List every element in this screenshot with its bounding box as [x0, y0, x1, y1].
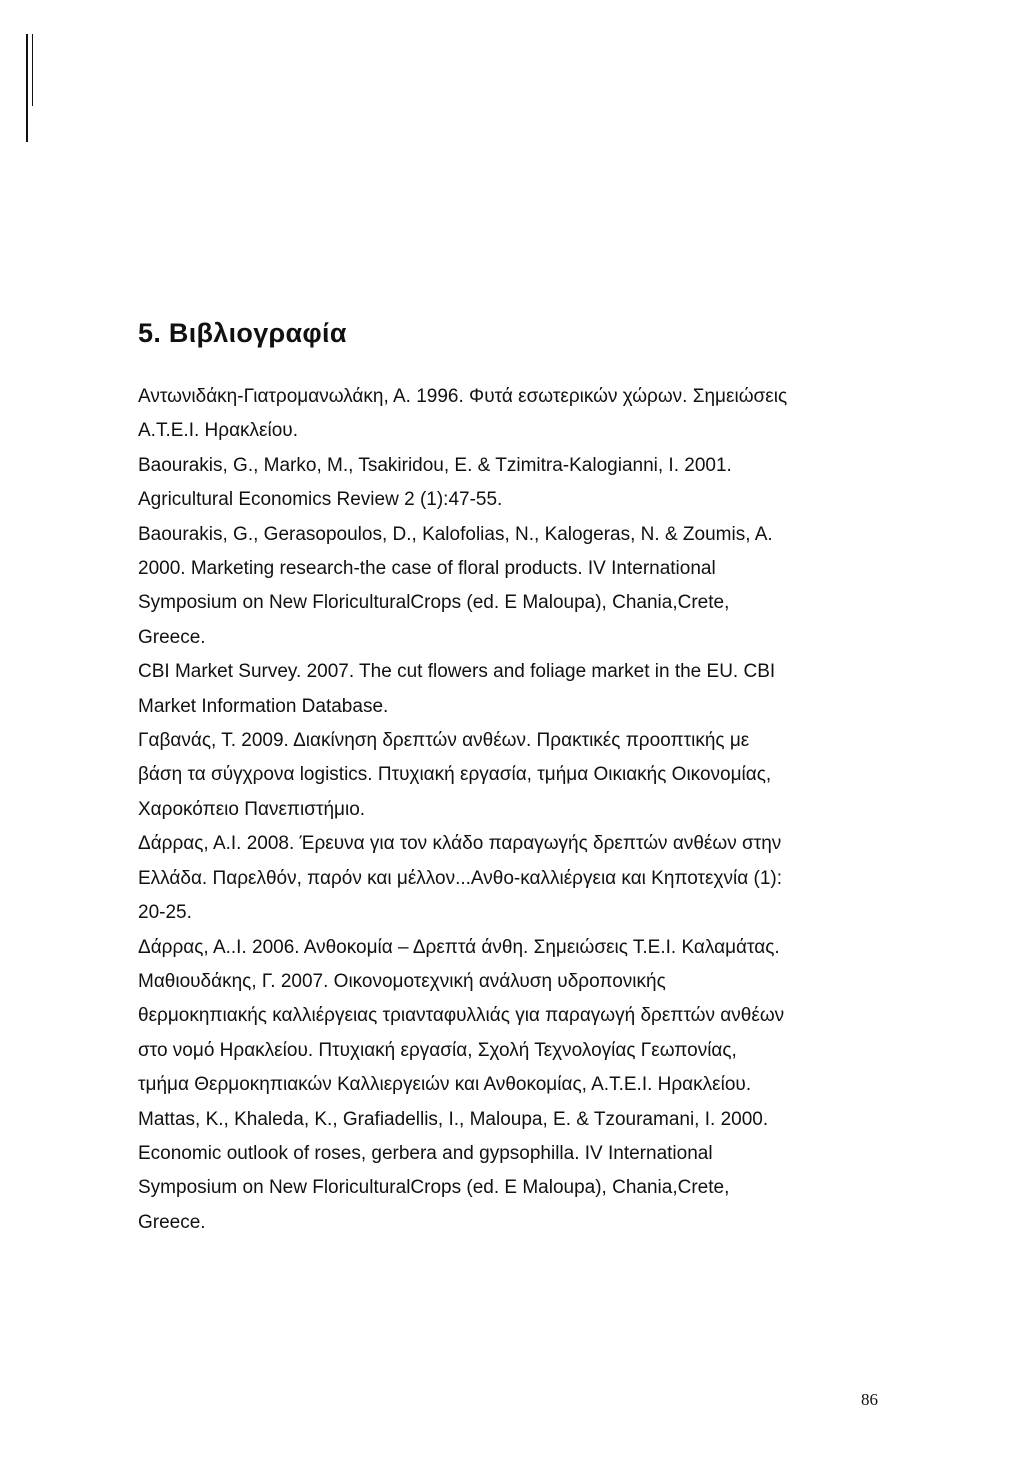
- section-heading: 5. Βιβλιογραφία: [138, 318, 347, 348]
- reference-line: Agricultural Economics Review 2 (1):47-55.: [138, 489, 503, 511]
- reference-line: Symposium on New FloriculturalCrops (ed. E Maloupa), Chania,Crete,: [138, 1177, 730, 1199]
- reference-line: Γαβανάς, Τ. 2009. Διακίνηση δρεπτών ανθέων. Πρακτικές προοπτικής με: [138, 730, 750, 752]
- reference-line: Baourakis, G., Marko, M., Tsakiridou, E. & Tzimitra-Kalogianni, I. 2001.: [138, 454, 732, 476]
- reference-line: Symposium on New FloriculturalCrops (ed. E Maloupa), Chania,Crete,: [138, 592, 730, 614]
- reference-line: Χαροκόπειο Πανεπιστήμιο.: [138, 798, 366, 820]
- reference-entry: [138, 655, 883, 724]
- page-number: 86: [861, 1390, 878, 1409]
- reference-line: στο νομό Ηρακλείου. Πτυχιακή εργασία, Σχολή Τεχνολογίας Γεωπονίας,: [138, 1039, 737, 1061]
- reference-line: Μαθιουδάκης, Γ. 2007. Οικονομοτεχνική ανάλυση υδροπονικής: [138, 970, 666, 992]
- scan-edge-mark: [32, 34, 33, 106]
- reference-line: Mattas, K., Khaleda, K., Grafiadellis, I., Maloupa, E. & Tzouramani, I. 2000.: [138, 1108, 769, 1130]
- reference-entry: [138, 724, 883, 827]
- reference-line: Αντωνιδάκη-Γιατρομανωλάκη, Α. 1996. Φυτά εσωτερικών χώρων. Σημειώσεις: [138, 386, 788, 407]
- reference-entry: [138, 449, 883, 518]
- reference-list: [138, 380, 883, 1240]
- scan-edge-mark: [26, 34, 28, 142]
- reference-line: Α.Τ.Ε.Ι. Ηρακλείου.: [138, 420, 298, 442]
- reference-line: CBI Market Survey. 2007. The cut flowers and foliage market in the EU. CBI: [138, 661, 776, 683]
- reference-entry: [138, 518, 883, 656]
- reference-line: 2000. Marketing research-the case of floral products. IV International: [138, 558, 716, 580]
- reference-entry: [138, 1103, 883, 1241]
- reference-line: βάση τα σύγχρονα logistics. Πτυχιακή εργασία, τμήμα Οικιακής Οικονομίας,: [138, 764, 772, 786]
- reference-entry: [138, 380, 883, 449]
- reference-line: Greece.: [138, 626, 206, 648]
- reference-line: Δάρρας, Α.Ι. 2008. Έρευνα για τον κλάδο παραγωγής δρεπτών ανθέων στην: [138, 833, 782, 855]
- reference-entry: [138, 931, 883, 965]
- reference-line: Economic outlook of roses, gerbera and gypsophilla. IV International: [138, 1142, 713, 1164]
- reference-entry: [138, 827, 883, 930]
- reference-line: Ελλάδα. Παρελθόν, παρόν και μέλλον...Ανθο-καλλιέργεια και Κηποτεχνία (1):: [138, 867, 782, 889]
- reference-entry: [138, 965, 883, 1103]
- reference-line: Baourakis, G., Gerasopoulos, D., Kalofolias, N., Kalogeras, N. & Zoumis, A.: [138, 523, 773, 545]
- reference-line: θερμοκηπιακής καλλιέργειας τριανταφυλλιάς για παραγωγή δρεπτών ανθέων: [138, 1005, 785, 1027]
- reference-line: Δάρρας, Α..Ι. 2006. Ανθοκομία – Δρεπτά άνθη. Σημειώσεις Τ.Ε.Ι. Καλαμάτας.: [138, 936, 780, 958]
- reference-line: τμήμα Θερμοκηπιακών Καλλιεργειών και Ανθοκομίας, Α.Τ.Ε.Ι. Ηρακλείου.: [138, 1074, 752, 1096]
- reference-line: Market Information Database.: [138, 695, 389, 717]
- reference-line: Greece.: [138, 1211, 206, 1233]
- reference-line: 20-25.: [138, 902, 192, 924]
